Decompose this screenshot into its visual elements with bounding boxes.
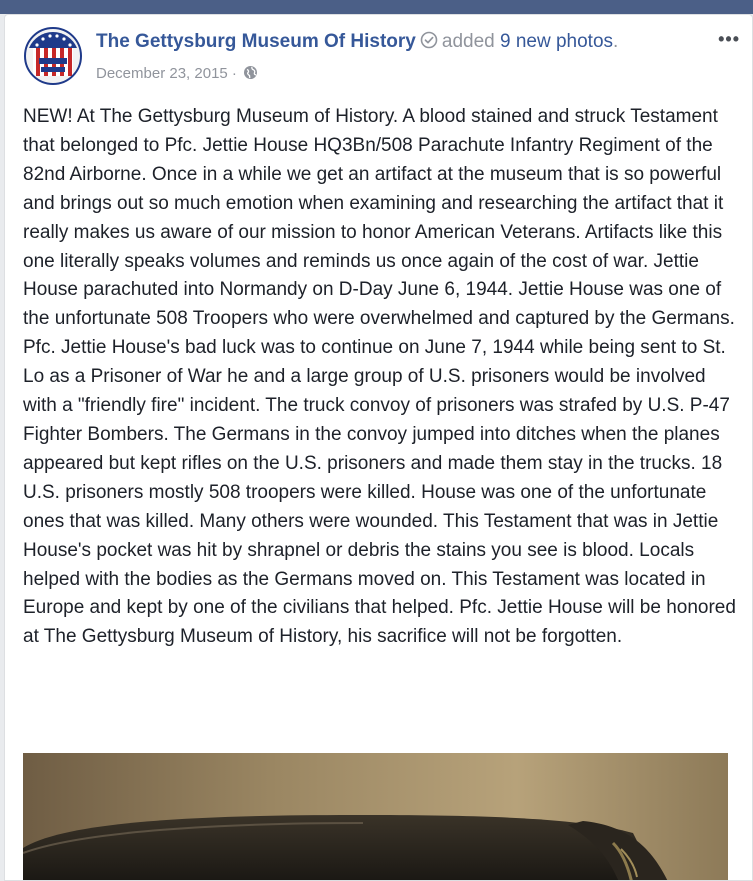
top-nav-strip	[0, 0, 753, 14]
post-header	[96, 31, 618, 55]
meta-separator: ·	[231, 65, 237, 82]
verified-badge-icon	[420, 31, 438, 55]
museum-logo-icon	[23, 26, 83, 86]
post-body-text: NEW! At The Gettysburg Museum of History. A blood stained and struck Testament that belonged to Pfc. Jettie House HQ3Bn/508 Parachute Infantry Regiment of the 82nd Airborne. Once in a while we get an artifact at the museum that is so powerful and brings out so much emotion when examining and researching the artifact that it really makes us aware of our mission to honor American Veterans. Artifacts like this one literally speaks volumes and reminds us once again of the cost of war. Jettie House parachuted into Normandy on D-Day June 6, 1944. Jettie House was one of the unfortunate 508 Troopers who were overwhelmed and captured by the Germans. Pfc. Jettie House's bad luck was to continue on June 7, 1944 while being sent to St. Lo as a Prisoner of War he and a large group of U.S. prisoners would be involved with a "friendly fire" incident. The truck convoy of prisoners was strafed by U.S. P-47 Fighter Bombers. The Germans in the convoy jumped into ditches when the planes appeared but kept rifles on the U.S. prisoners and made them stay in the trucks. 18 U.S. prisoners mostly 508 troopers were killed. House was one of the unfortunate ones that was killed. Many others were wounded. This Testament that was in Jettie House's pocket was hit by shrapnel or debris the stains you see is blood. Locals helped with the bodies as the Germans moved on. This Testament was located in Europe and kept by one of the civilians that helped. Pfc. Jettie House will be honored at The Gettysburg Museum of History, his sacrifice will not be forgotten.	[23, 106, 736, 648]
page-name-link[interactable]: The Gettysburg Museum Of History	[96, 31, 416, 52]
action-end: .	[613, 31, 619, 52]
post-card	[4, 14, 753, 881]
photos-link[interactable]: 9 new photos	[500, 31, 614, 52]
post-date-link[interactable]: December 23, 2015	[96, 65, 228, 82]
post-photo[interactable]	[23, 753, 728, 881]
post-meta	[96, 65, 258, 84]
action-text: added	[441, 31, 495, 52]
more-options-icon[interactable]: •••	[718, 29, 740, 49]
testament-photo-image	[23, 753, 728, 881]
page-avatar[interactable]	[23, 26, 83, 86]
globe-icon[interactable]	[243, 65, 258, 84]
